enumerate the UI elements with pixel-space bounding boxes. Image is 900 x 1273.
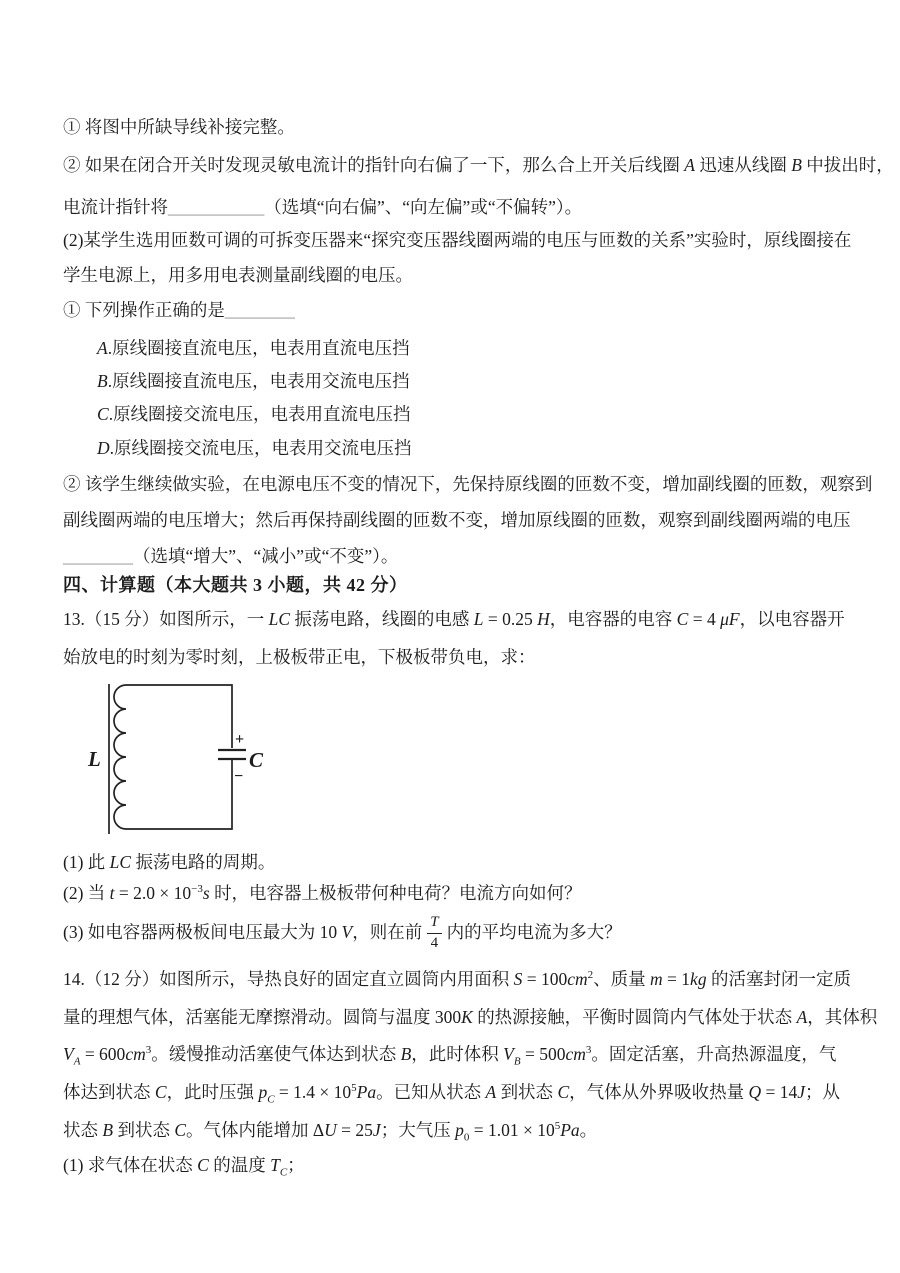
q14-intro-line1: 14.（12 分）如图所示，导热良好的固定直立圆筒内用面积 $S = 100cm^2$、质量 m = 1kg 的活塞封闭一定质 [63,969,851,989]
inductor-coil [114,685,126,829]
q12-part2-step2-line1: ② 该学生继续做实验，在电源电压不变的情况下，先保持原线圈的匝数不变，增加副线圈的匝数，观察到 [63,474,873,494]
bottom-wire [126,759,232,829]
capacitor-minus-sign: − [234,768,244,785]
q14-intro-line4: 体达到状态 C，此时压强 $p_C = 1.4 \times 10^5Pa$。已知从状态 A 到状态 C，气体从外界吸收热量 Q = 14J；从 [63,1082,841,1106]
top-wire [126,685,232,748]
q12-part2-step2-line3-blank: ________（选填“增大”、“减小”或“不变”）。 [63,546,399,566]
q12-part2-step1-blank: ① 下列操作正确的是________ [63,300,295,320]
q13-part3-prefix: (3) 如电容器两极板间电压最大为 10 V，则在前 [63,922,423,943]
inductor-label: L [88,747,101,771]
fraction-t-over-4 [427,914,441,952]
capacitor-label: C [249,748,264,772]
q14-intro-line2: 量的理想气体，活塞能无摩擦滑动。圆筒与温度 300K 的热源接触，平衡时圆筒内气体处于状态 A，其体积 [63,1007,878,1027]
option-b: B.原线圈接直流电压，电表用交流电压挡 [97,371,410,391]
q14-intro-line5: 状态 B 到状态 C。气体内能增加 ΔU = 25J；大气压 $p_0 = 1.01 \times 10^5Pa$。 [63,1120,598,1144]
q13-intro-line2: 始放电的时刻为零时刻，上极板带正电，下极板带负电，求： [63,647,536,667]
q14-intro-line3: $V_A = 600cm^3$。缓慢推动活塞使气体达到状态 B，此时体积 $V_B = 500cm^3$。固定活塞，升高热源温度，气 [63,1044,837,1068]
q14-part1: (1) 求气体在状态 C 的温度 $T_C$； [63,1155,305,1179]
q13-intro-line1: 13.（15 分）如图所示，一 LC 振荡电路，线圈的电感 L = 0.25 H，电容器的电容 C = 4 μF，以电容器开 [63,609,845,629]
option-c: C.原线圈接交流电压，电表用直流电压挡 [97,404,411,424]
fraction-numerator: T [427,914,441,933]
section-4-header: 四、计算题（本大题共 3 小题，共 42 分） [63,575,408,595]
option-a: A.原线圈接直流电压，电表用直流电压挡 [97,338,410,358]
q12-step1: ① 将图中所缺导线补接完整。 [63,117,295,137]
fraction-denominator: 4 [430,934,439,951]
q12-step2-line2-blank: 电流计指针将___________（选填“向右偏”、“向左偏”或“不偏转”）。 [63,197,583,217]
q13-part1: (1) 此 LC 振荡电路的周期。 [63,852,276,872]
q13-part3 [63,912,622,954]
q13-part2: (2) 当 $t = 2.0 \times 10^{-3}s$ 时，电容器上极板带何种电荷？电流方向如何？ [63,883,582,903]
capacitor-plus-sign: + [235,731,245,748]
q12-part2-step2-line2: 副线圈两端的电压增大；然后再保持副线圈的匝数不变，增加原线圈的匝数，观察到副线圈两端的电压 [63,510,851,530]
q12-step2-line1: ② 如果在闭合开关时发现灵敏电流计的指针向右偏了一下，那么合上开关后线圈 A 迅速从线圈 B 中拔出时， [63,155,894,175]
q13-part3-suffix: 内的平均电流为多大？ [446,922,622,943]
option-d: D.原线圈接交流电压，电表用交流电压挡 [97,438,412,458]
q12-part2-line2: 学生电源上，用多用电表测量副线圈的电压。 [63,265,413,285]
lc-circuit-diagram [84,682,279,843]
q12-part2-line1: (2)某学生选用匝数可调的可拆变压器来“探究变压器线圈两端的电压与匝数的关系”实验时，原线圈接在 [63,230,852,250]
